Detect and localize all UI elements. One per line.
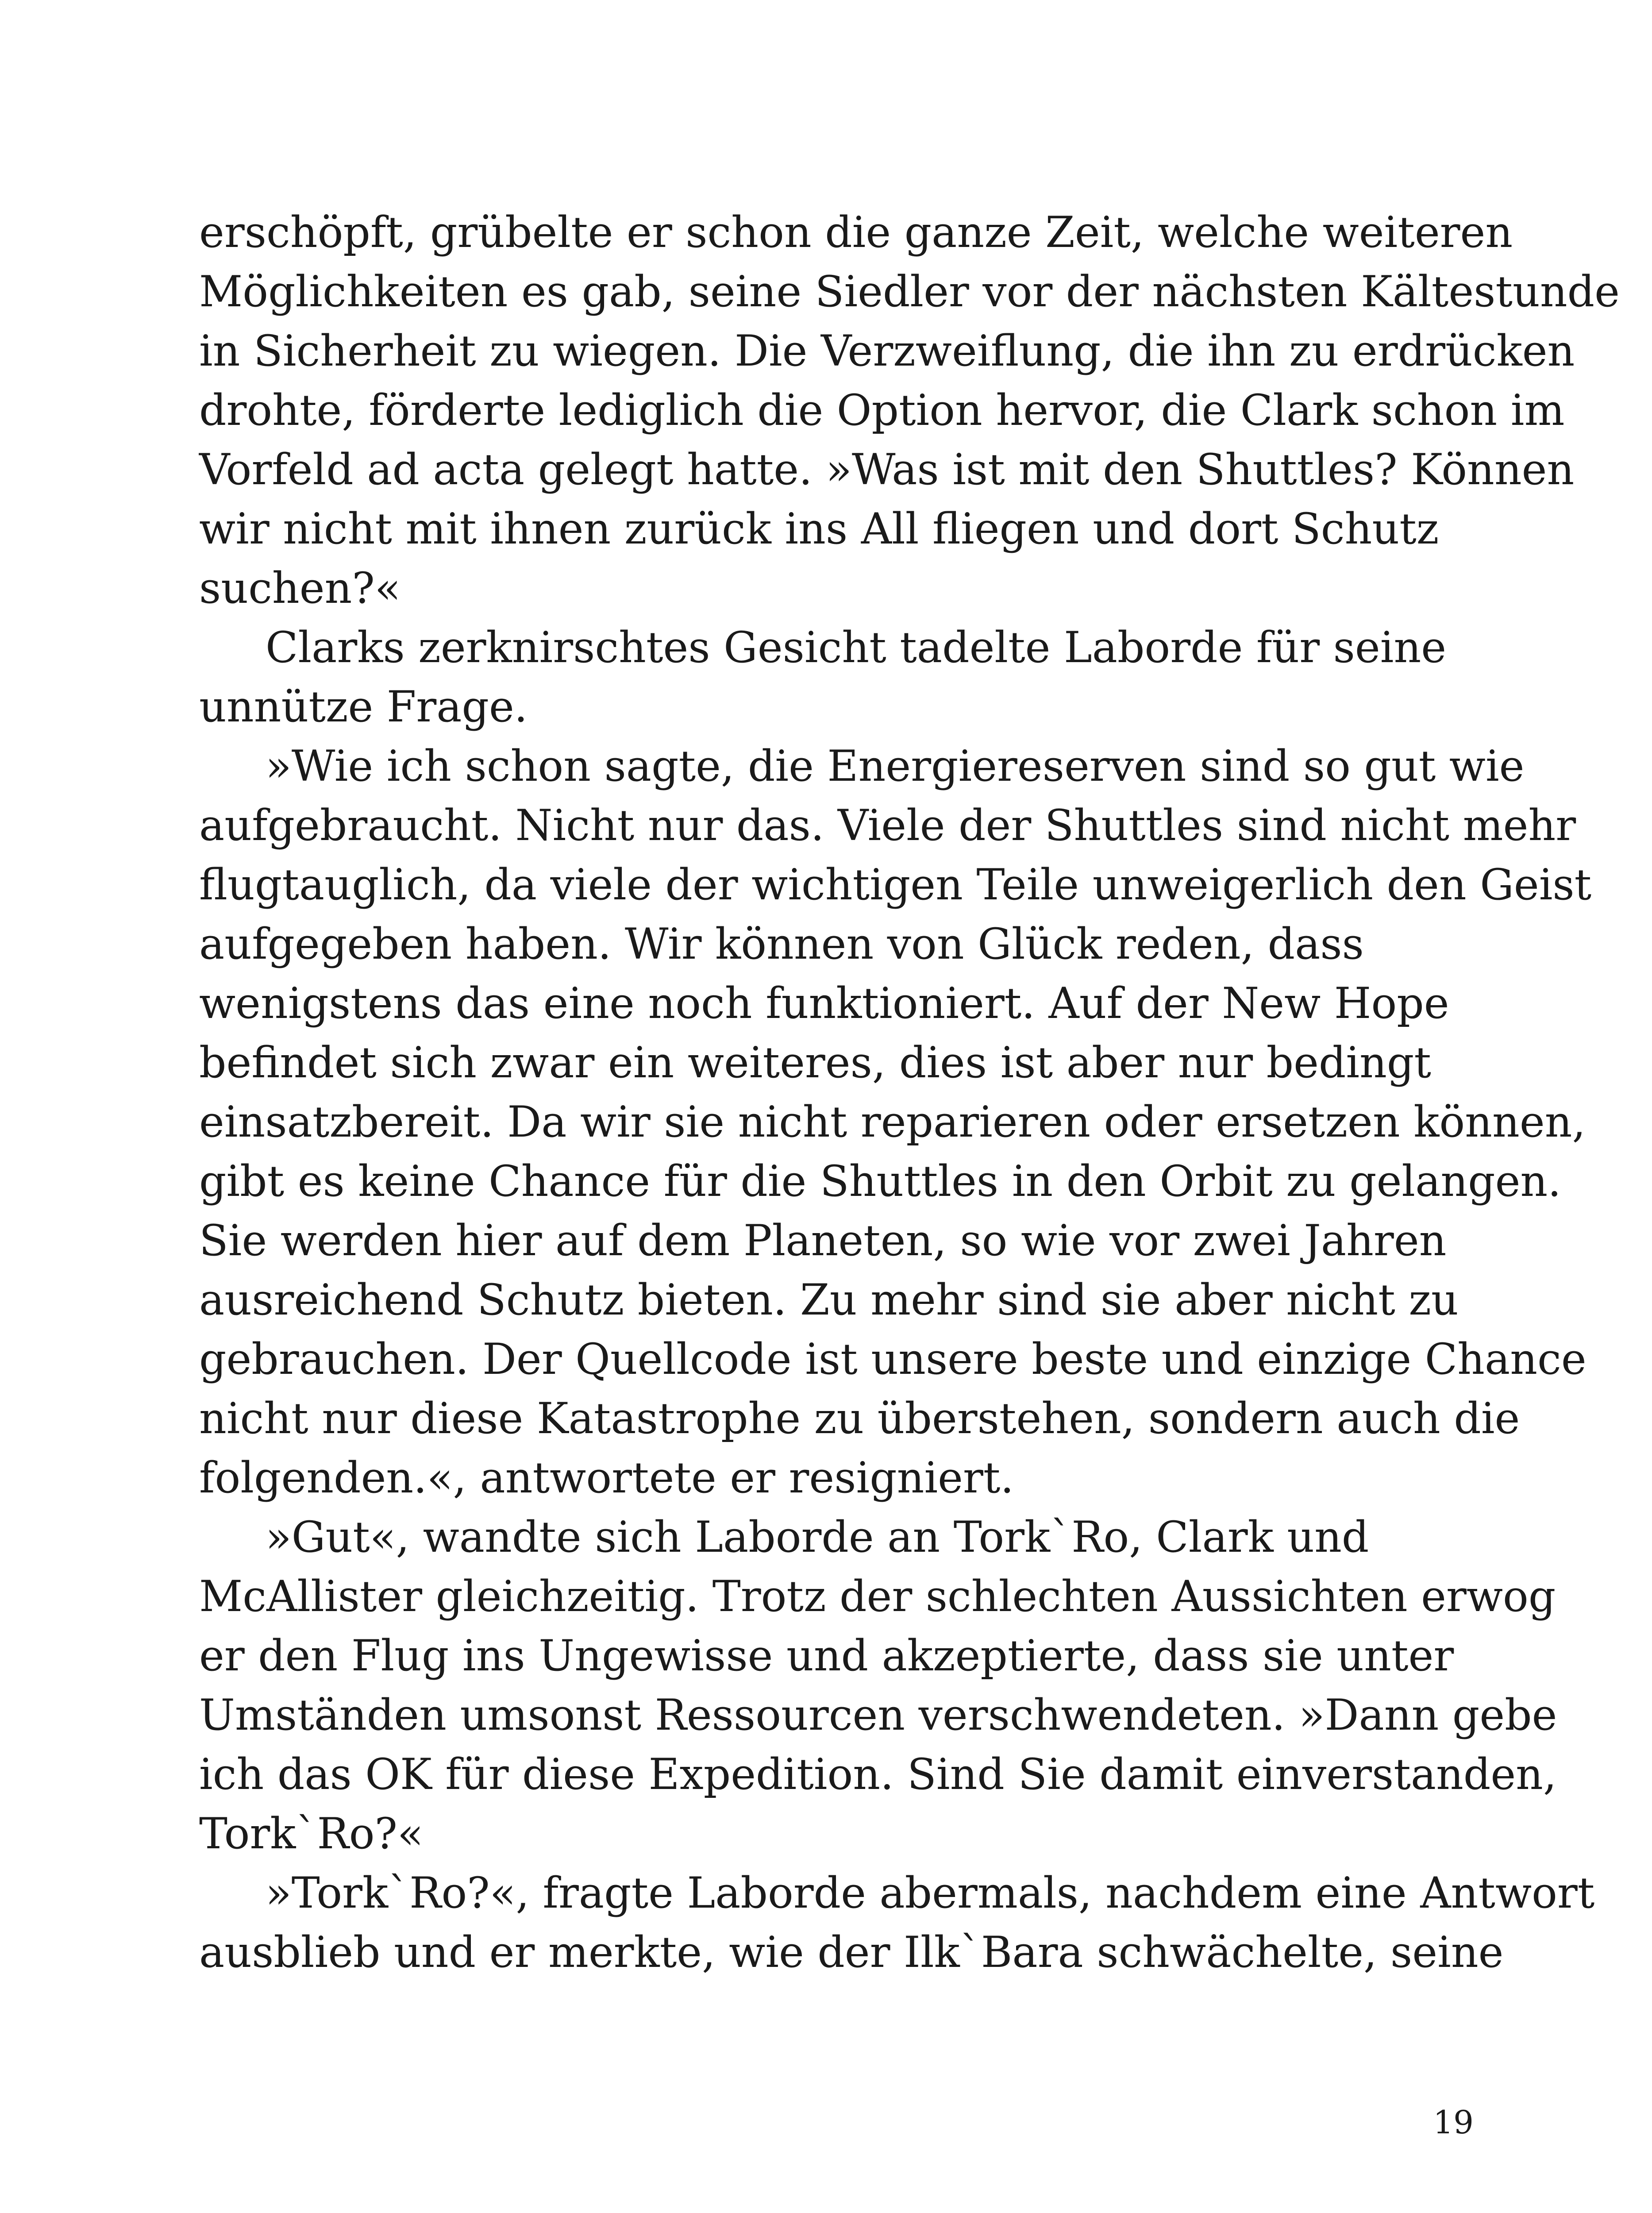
text-line: Sie werden hier auf dem Planeten, so wie vor zwei Jahren bbox=[199, 1216, 1447, 1265]
text-line: folgenden.«, antwortete er resigniert. bbox=[199, 1453, 1014, 1503]
text-line: befindet sich zwar ein weiteres, dies ist aber nur bedingt bbox=[199, 1038, 1431, 1087]
body-text bbox=[199, 203, 1620, 1982]
text-line: einsatzbereit. Da wir sie nicht reparieren oder ersetzen können, bbox=[199, 1097, 1586, 1147]
text-line: suchen?« bbox=[199, 563, 401, 613]
text-line: ich das OK für diese Expedition. Sind Sie damit einverstanden, bbox=[199, 1750, 1557, 1799]
text-line: McAllister gleichzeitig. Trotz der schlechten Aussichten erwog bbox=[199, 1572, 1556, 1621]
text-line: Tork`Ro?« bbox=[199, 1809, 424, 1858]
text-line: Umständen umsonst Ressourcen verschwendeten. »Dann gebe bbox=[199, 1690, 1557, 1740]
page-number: 19 bbox=[1433, 2104, 1474, 2141]
text-line: gebrauchen. Der Quellcode ist unsere beste und einzige Chance bbox=[199, 1334, 1587, 1384]
text-line-paragraph-start: »Gut«, wandte sich Laborde an Tork`Ro, Clark und bbox=[266, 1512, 1369, 1562]
text-line: gibt es keine Chance für die Shuttles in den Orbit zu gelangen. bbox=[199, 1157, 1561, 1206]
text-line: aufgebraucht. Nicht nur das. Viele der Shuttles sind nicht mehr bbox=[199, 801, 1576, 850]
text-line: ausreichend Schutz bieten. Zu mehr sind sie aber nicht zu bbox=[199, 1275, 1459, 1325]
text-line: flugtauglich, da viele der wichtigen Teile unweigerlich den Geist bbox=[199, 860, 1592, 910]
book-page bbox=[199, 0, 1620, 2213]
text-line: unnütze Frage. bbox=[199, 682, 528, 732]
text-line: aufgegeben haben. Wir können von Glück reden, dass bbox=[199, 919, 1364, 969]
text-line: nicht nur diese Katastrophe zu überstehen, sondern auch die bbox=[199, 1394, 1520, 1443]
text-line: wir nicht mit ihnen zurück ins All fliegen und dort Schutz bbox=[199, 504, 1439, 554]
text-line-paragraph-start: »Tork`Ro?«, fragte Laborde abermals, nachdem eine Antwort bbox=[266, 1868, 1595, 1918]
text-line-paragraph-start: »Wie ich schon sagte, die Energiereserven sind so gut wie bbox=[266, 741, 1525, 791]
text-line: drohte, förderte lediglich die Option hervor, die Clark schon im bbox=[199, 386, 1565, 435]
text-line: Möglichkeiten es gab, seine Siedler vor der nächsten Kältestunde bbox=[199, 267, 1620, 316]
text-line: in Sicherheit zu wiegen. Die Verzweiflung, die ihn zu erdrücken bbox=[199, 326, 1575, 376]
text-line: ausblieb und er merkte, wie der Ilk`Bara schwächelte, seine bbox=[199, 1928, 1504, 1977]
text-line: er den Flug ins Ungewisse und akzeptierte, dass sie unter bbox=[199, 1631, 1454, 1681]
text-line: Vorfeld ad acta gelegt hatte. »Was ist mit den Shuttles? Können bbox=[199, 445, 1575, 494]
text-line-paragraph-start: Clarks zerknirschtes Gesicht tadelte Laborde für seine bbox=[266, 623, 1447, 672]
text-line: erschöpft, grübelte er schon die ganze Zeit, welche weiteren bbox=[199, 208, 1513, 257]
text-line: wenigstens das eine noch funktioniert. Auf der New Hope bbox=[199, 979, 1449, 1028]
